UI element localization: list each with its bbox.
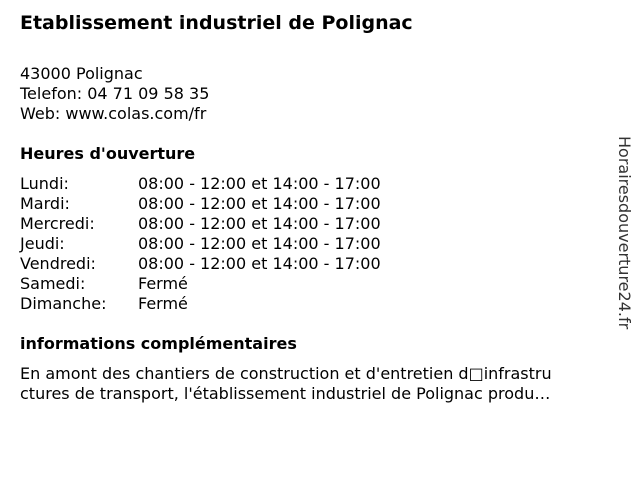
watermark-text: Horairesdouverture24.fr <box>615 136 634 330</box>
info-text-line: En amont des chantiers de construction et d'entretien d□infrastru <box>20 364 552 383</box>
day-label: Jeudi: <box>20 234 65 253</box>
hours-value: Fermé <box>138 274 188 293</box>
day-label: Samedi: <box>20 274 86 293</box>
hours-value: 08:00 - 12:00 et 14:00 - 17:00 <box>138 214 381 233</box>
hours-value: 08:00 - 12:00 et 14:00 - 17:00 <box>138 194 381 213</box>
info-text-line: ctures de transport, l'établissement industriel de Polignac produ… <box>20 384 551 403</box>
day-label: Vendredi: <box>20 254 96 273</box>
day-label: Mercredi: <box>20 214 95 233</box>
contact-block <box>20 64 209 124</box>
website-text: Web: www.colas.com/fr <box>20 104 207 123</box>
hours-value: 08:00 - 12:00 et 14:00 - 17:00 <box>138 254 381 273</box>
day-label: Lundi: <box>20 174 69 193</box>
page-title: Etablissement industriel de Polignac <box>20 12 413 34</box>
hours-value: 08:00 - 12:00 et 14:00 - 17:00 <box>138 234 381 253</box>
additional-info-heading: informations complémentaires <box>20 334 297 353</box>
day-label: Mardi: <box>20 194 70 213</box>
hours-value: Fermé <box>138 294 188 313</box>
opening-hours-heading: Heures d'ouverture <box>20 144 196 163</box>
day-label: Dimanche: <box>20 294 107 313</box>
additional-info-text <box>20 364 600 404</box>
watermark <box>612 136 636 346</box>
hours-value: 08:00 - 12:00 et 14:00 - 17:00 <box>138 174 381 193</box>
address-text: 43000 Polignac <box>20 64 143 83</box>
phone-text: Telefon: 04 71 09 58 35 <box>20 84 210 103</box>
